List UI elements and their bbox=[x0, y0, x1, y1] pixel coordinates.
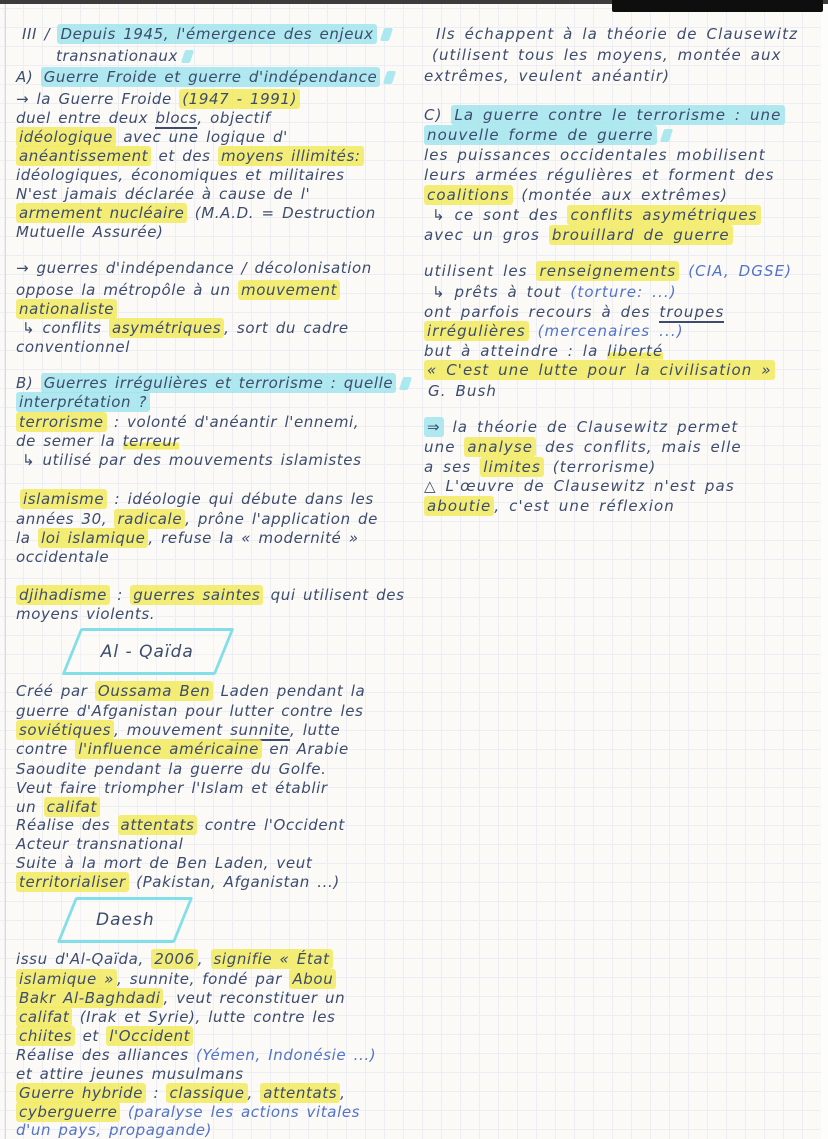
note-text: ↳ utilisé par des mouvements islamistes bbox=[22, 451, 362, 469]
note-text: guerre d'Afganistan pour lutter contre les bbox=[16, 702, 364, 720]
note-text: blocs bbox=[155, 109, 198, 127]
note-line bbox=[424, 105, 785, 125]
note-text: irrégulières bbox=[424, 321, 529, 341]
note-text: : idéologie qui débute dans les bbox=[107, 490, 374, 508]
note-text: califat bbox=[44, 797, 100, 817]
note-text: N'est jamais déclarée à cause de l' bbox=[16, 185, 311, 203]
note-text: loi islamique bbox=[38, 528, 148, 548]
note-text: , sunnite, fondé par bbox=[117, 970, 290, 988]
note-text: Réalise des bbox=[16, 816, 118, 834]
note-text: Mutuelle Assurée) bbox=[16, 223, 164, 241]
note-text: la bbox=[16, 529, 38, 547]
note-text: et attire jeunes musulmans bbox=[16, 1065, 244, 1083]
note-text: années 30, bbox=[16, 510, 115, 528]
note-text: : volonté d'anéantir l'ennemi, bbox=[106, 413, 360, 431]
note-text: avec un gros bbox=[424, 226, 549, 244]
note-line bbox=[424, 321, 684, 341]
note-text: (Pakistan, Afganistan ...) bbox=[128, 873, 340, 891]
note-text: , refuse la « modernité » bbox=[148, 529, 359, 547]
note-text: armement nucléaire bbox=[16, 203, 187, 223]
note-text: moyens violents. bbox=[16, 605, 156, 623]
note-text: : bbox=[109, 586, 131, 604]
note-line bbox=[424, 66, 670, 86]
note-line bbox=[432, 205, 761, 225]
note-line bbox=[424, 417, 738, 437]
note-text: (utilisent tous les moyens, montée aux bbox=[432, 46, 782, 64]
note-text: → la Guerre Froide bbox=[16, 90, 180, 108]
note-text: Créé par bbox=[16, 682, 95, 700]
note-text: un bbox=[16, 798, 44, 816]
note-text: III / bbox=[22, 25, 58, 43]
note-text: ⇒ bbox=[424, 417, 444, 437]
note-text: la théorie de Clausewitz permet bbox=[443, 418, 739, 436]
note-text: et des bbox=[151, 147, 218, 165]
note-text: classique bbox=[166, 1083, 247, 1103]
note-text: radicale bbox=[114, 509, 185, 529]
note-text bbox=[679, 262, 688, 280]
note-text: islamique » bbox=[16, 969, 117, 989]
highlighter-tick bbox=[659, 129, 672, 142]
note-line bbox=[424, 360, 775, 380]
note-text: en Arabie bbox=[262, 740, 349, 758]
note-text: de semer la bbox=[16, 432, 123, 450]
note-text: → guerres d'indépendance / décolonisation bbox=[16, 259, 372, 277]
note-text: (Irak et Syrie), lutte contre les bbox=[72, 1008, 336, 1026]
note-text: : bbox=[146, 1084, 167, 1102]
note-text: une bbox=[424, 438, 465, 456]
daesh-box-label: Daesh bbox=[95, 910, 155, 930]
note-text: (M.A.D. = Destruction bbox=[187, 204, 376, 222]
note-text: Ils échappent à la théorie de Clausewitz bbox=[436, 25, 799, 43]
note-text: Veut faire triompher l'Islam et établir bbox=[16, 779, 328, 797]
note-text: , c'est une réflexion bbox=[494, 497, 675, 515]
note-text: chiites bbox=[16, 1026, 75, 1046]
note-text: Guerre Froide et guerre d'indépendance bbox=[41, 67, 381, 87]
note-line bbox=[432, 282, 677, 302]
note-text: sunnite bbox=[230, 721, 290, 739]
note-text: 2006 bbox=[151, 949, 198, 969]
note-text: qui utilisent des bbox=[263, 586, 405, 604]
note-line bbox=[436, 24, 798, 44]
note-text: les puissances occidentales mobilisent bbox=[424, 146, 766, 164]
note-text: et bbox=[75, 1027, 107, 1045]
note-text: , prône l'application de bbox=[185, 510, 379, 528]
note-text: (1947 - 1991) bbox=[179, 89, 300, 109]
note-text: , bbox=[197, 950, 211, 968]
note-text: (torture: ...) bbox=[570, 283, 677, 301]
note-text: Acteur transnational bbox=[16, 835, 184, 853]
al-qaida-box-label: Al - Qaïda bbox=[101, 641, 195, 662]
note-text: G. Bush bbox=[428, 382, 497, 400]
note-text: guerres saintes bbox=[130, 585, 263, 605]
note-text: (montée aux extrêmes) bbox=[512, 186, 728, 204]
note-text: attentats bbox=[260, 1083, 340, 1103]
note-text: limites bbox=[480, 457, 544, 477]
note-text: Depuis 1945, l'émergence des enjeux bbox=[57, 24, 376, 44]
note-text: Suite à la mort de Ben Laden, veut bbox=[16, 854, 313, 872]
note-text: avec une logique d' bbox=[116, 128, 288, 146]
note-text: Saoudite pendant la guerre du Golfe. bbox=[16, 760, 327, 778]
note-text: A) bbox=[16, 68, 41, 86]
note-text: soviétiques bbox=[16, 720, 114, 740]
note-text: extrêmes, veulent anéantir) bbox=[424, 67, 671, 85]
note-text: , bbox=[247, 1084, 261, 1102]
note-text: mouvement bbox=[238, 280, 340, 300]
note-text: moyens illimités: bbox=[218, 146, 364, 166]
note-text: nouvelle forme de guerre bbox=[424, 125, 657, 145]
note-text: brouillard de guerre bbox=[549, 225, 733, 245]
note-text: interprétation ? bbox=[16, 392, 150, 412]
note-text: d'un pays, propagande) bbox=[16, 1121, 212, 1139]
note-text: islamisme bbox=[20, 489, 107, 509]
note-text: a ses bbox=[424, 458, 481, 476]
note-text: , veut reconstituer un bbox=[163, 989, 346, 1007]
note-text: analyse bbox=[464, 437, 536, 457]
note-text: B) bbox=[16, 374, 41, 392]
note-text: terreur bbox=[122, 432, 180, 450]
note-text: but à atteindre : la bbox=[424, 342, 608, 360]
note-text: transnationaux bbox=[56, 47, 178, 65]
note-line bbox=[424, 261, 792, 281]
note-text: l'Occident bbox=[106, 1026, 193, 1046]
note-text: La guerre contre le terrorisme : une bbox=[451, 105, 784, 125]
note-line bbox=[424, 225, 733, 245]
note-text: (terrorisme) bbox=[543, 458, 657, 476]
note-text: djihadisme bbox=[16, 585, 110, 605]
note-text: Réalise des alliances bbox=[16, 1046, 196, 1064]
note-text: Bakr Al-Baghdadi bbox=[16, 988, 163, 1008]
note-text: Laden pendant la bbox=[213, 682, 366, 700]
note-line bbox=[432, 45, 782, 65]
note-line bbox=[424, 185, 728, 205]
note-text: territorialiser bbox=[16, 872, 129, 892]
note-text: cyberguerre bbox=[16, 1102, 120, 1122]
note-text bbox=[529, 322, 538, 340]
note-text: duel entre deux bbox=[16, 109, 156, 127]
note-text: C) bbox=[424, 106, 452, 124]
note-text: nationaliste bbox=[16, 299, 117, 319]
note-text: aboutie bbox=[424, 496, 494, 516]
note-text: liberté bbox=[607, 342, 664, 360]
note-text: occidentale bbox=[16, 548, 110, 566]
note-line bbox=[424, 437, 742, 457]
note-text: , sort du cadre bbox=[224, 319, 349, 337]
note-text: Abou bbox=[289, 969, 336, 989]
note-text: oppose la métropôle à un bbox=[16, 281, 239, 299]
note-text: des conflits, mais elle bbox=[536, 438, 742, 456]
note-text: , bbox=[340, 1084, 346, 1102]
note-text: l'influence américaine bbox=[75, 739, 262, 759]
note-text: « C'est une lutte pour la civilisation » bbox=[424, 360, 775, 380]
note-text: (Yémen, Indonésie ...) bbox=[195, 1046, 377, 1064]
note-text: Oussama Ben bbox=[95, 681, 213, 701]
note-text: (mercenaires ...) bbox=[537, 322, 684, 340]
note-text: terrorisme bbox=[16, 412, 107, 432]
note-text: anéantissement bbox=[16, 146, 151, 166]
note-line bbox=[424, 476, 735, 496]
note-line bbox=[424, 125, 671, 145]
note-text: utilisent les bbox=[424, 262, 537, 280]
note-line bbox=[424, 457, 656, 477]
note-text: coalitions bbox=[424, 185, 513, 205]
note-text: Guerre hybride bbox=[16, 1083, 146, 1103]
note-text: leurs armées régulières et forment des bbox=[424, 166, 775, 184]
note-text: ↳ prêts à tout bbox=[432, 283, 571, 301]
note-line bbox=[428, 381, 497, 401]
note-text: asymétriques bbox=[109, 318, 224, 338]
note-text: califat bbox=[16, 1007, 72, 1027]
note-text: attentats bbox=[118, 815, 198, 835]
note-text: conflits asymétriques bbox=[567, 205, 760, 225]
note-text: , mouvement bbox=[114, 721, 231, 739]
note-text: (paralyse les actions vitales bbox=[127, 1103, 361, 1121]
note-text: ↳ conflits bbox=[22, 319, 109, 337]
note-text: contre l'Occident bbox=[197, 816, 345, 834]
note-text: ont parfois recours à des bbox=[424, 303, 660, 321]
note-text: conventionnel bbox=[16, 338, 130, 356]
note-line bbox=[424, 145, 766, 165]
note-line bbox=[424, 341, 663, 361]
note-text: △ L'œuvre de Clausewitz n'est pas bbox=[424, 477, 735, 495]
note-text: (CIA, DGSE) bbox=[688, 262, 793, 280]
note-text: troupes bbox=[659, 303, 725, 321]
note-text: , lutte bbox=[289, 721, 341, 739]
note-text: issu d'Al-Qaïda, bbox=[16, 950, 152, 968]
note-text: signifie « État bbox=[211, 949, 333, 969]
note-text: renseignements bbox=[536, 261, 679, 281]
note-text: idéologiques, économiques et militaires bbox=[16, 166, 345, 184]
note-text: ↳ ce sont des bbox=[432, 206, 568, 224]
note-text: , objectif bbox=[197, 109, 271, 127]
note-line bbox=[424, 302, 724, 322]
note-text: contre bbox=[16, 740, 76, 758]
note-text: Guerres irrégulières et terrorisme : quelle bbox=[41, 373, 397, 393]
note-line bbox=[424, 496, 675, 516]
note-text: idéologique bbox=[16, 127, 116, 147]
note-line bbox=[424, 165, 775, 185]
